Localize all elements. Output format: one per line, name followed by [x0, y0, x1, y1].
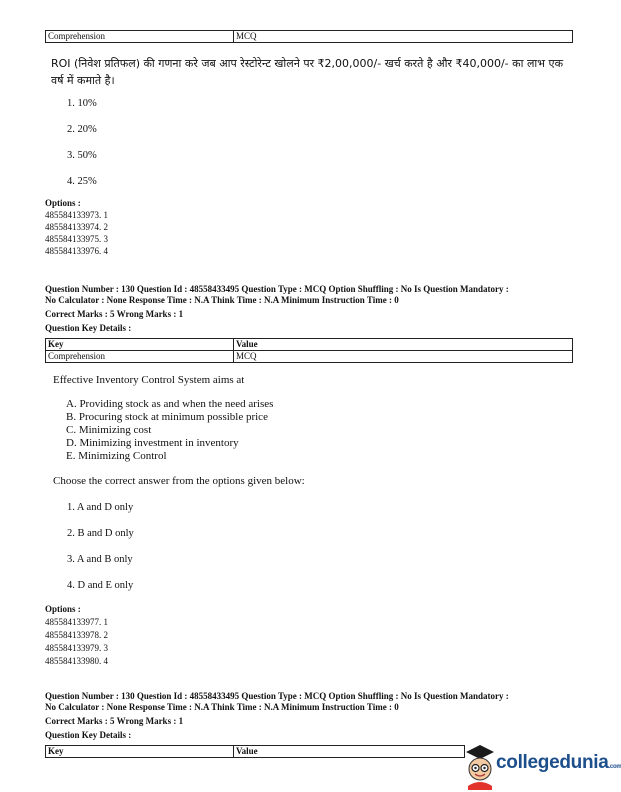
option-id: 485584133974. 2 [45, 222, 108, 232]
options-heading: Options : [45, 604, 81, 614]
question-text: Effective Inventory Control System aims at [53, 374, 245, 386]
statement-item: B. Procuring stock at minimum possible price [66, 411, 268, 423]
option-id: 485584133978. 2 [45, 630, 108, 640]
options-heading: Options : [45, 198, 81, 208]
statement-item: D. Minimizing investment in inventory [66, 437, 239, 449]
table-header-row [46, 339, 573, 351]
key-value-table [45, 745, 465, 758]
answer-choice: 4. D and E only [67, 580, 134, 591]
question-meta-line: Question Number : 130 Question Id : 48558433495 Question Type : MCQ Option Shuffling : No Is Question Mandatory : [45, 691, 509, 701]
marks-line: Correct Marks : 5 Wrong Marks : 1 [45, 716, 184, 726]
mascot-icon [462, 742, 498, 790]
table-header-row [46, 746, 465, 758]
answer-choice: 2. 20% [67, 124, 97, 135]
table-row [46, 351, 573, 363]
question-meta-line: No Calculator : None Response Time : N.A Think Time : N.A Minimum Instruction Time : 0 [45, 702, 399, 712]
collegedunia-watermark [462, 740, 621, 792]
table-cell-key: Comprehension [46, 351, 234, 363]
brand-name: collegedunia.com [496, 752, 621, 773]
question-text: ROI (निवेश प्रतिफल) की गणना करे जब आप रेस्टोरेन्ट खोलने पर ₹2,00,000/- खर्च करते है और ₹40,000/- का लाभ एक वर्ष में कमाते है। [51, 57, 564, 87]
table-cell-value: MCQ [234, 31, 573, 43]
table-header-value: Value [234, 746, 465, 758]
marks-line: Correct Marks : 5 Wrong Marks : 1 [45, 309, 184, 319]
answer-choice: 4. 25% [67, 176, 97, 187]
option-id: 485584133973. 1 [45, 210, 108, 220]
option-id: 485584133977. 1 [45, 617, 108, 627]
instruction-text: Choose the correct answer from the options given below: [53, 475, 305, 487]
option-id: 485584133976. 4 [45, 246, 108, 256]
statement-item: E. Minimizing Control [66, 450, 167, 462]
answer-choice: 3. A and B only [67, 554, 133, 565]
answer-choice: 1. A and D only [67, 502, 134, 513]
option-id: 485584133980. 4 [45, 656, 108, 666]
statement-item: A. Providing stock as and when the need arises [66, 398, 274, 410]
option-id: 485584133975. 3 [45, 234, 108, 244]
table-header-key: Key [46, 746, 234, 758]
answer-choice: 1. 10% [67, 98, 97, 109]
key-details-heading: Question Key Details : [45, 323, 132, 333]
answer-choice: 3. 50% [67, 150, 97, 161]
table-header-key: Key [46, 339, 234, 351]
statement-item: C. Minimizing cost [66, 424, 152, 436]
key-value-table [45, 30, 573, 43]
table-cell-key: Comprehension [46, 31, 234, 43]
option-id: 485584133979. 3 [45, 643, 108, 653]
table-header-value: Value [234, 339, 573, 351]
key-value-table [45, 338, 573, 363]
answer-choice: 2. B and D only [67, 528, 134, 539]
question-meta-line: Question Number : 130 Question Id : 48558433495 Question Type : MCQ Option Shuffling : No Is Question Mandatory : [45, 284, 509, 294]
question-meta-line: No Calculator : None Response Time : N.A Think Time : N.A Minimum Instruction Time : 0 [45, 295, 399, 305]
key-details-heading: Question Key Details : [45, 730, 132, 740]
table-cell-value: MCQ [234, 351, 573, 363]
brand-suffix: .com [608, 764, 621, 770]
table-row [46, 31, 573, 43]
